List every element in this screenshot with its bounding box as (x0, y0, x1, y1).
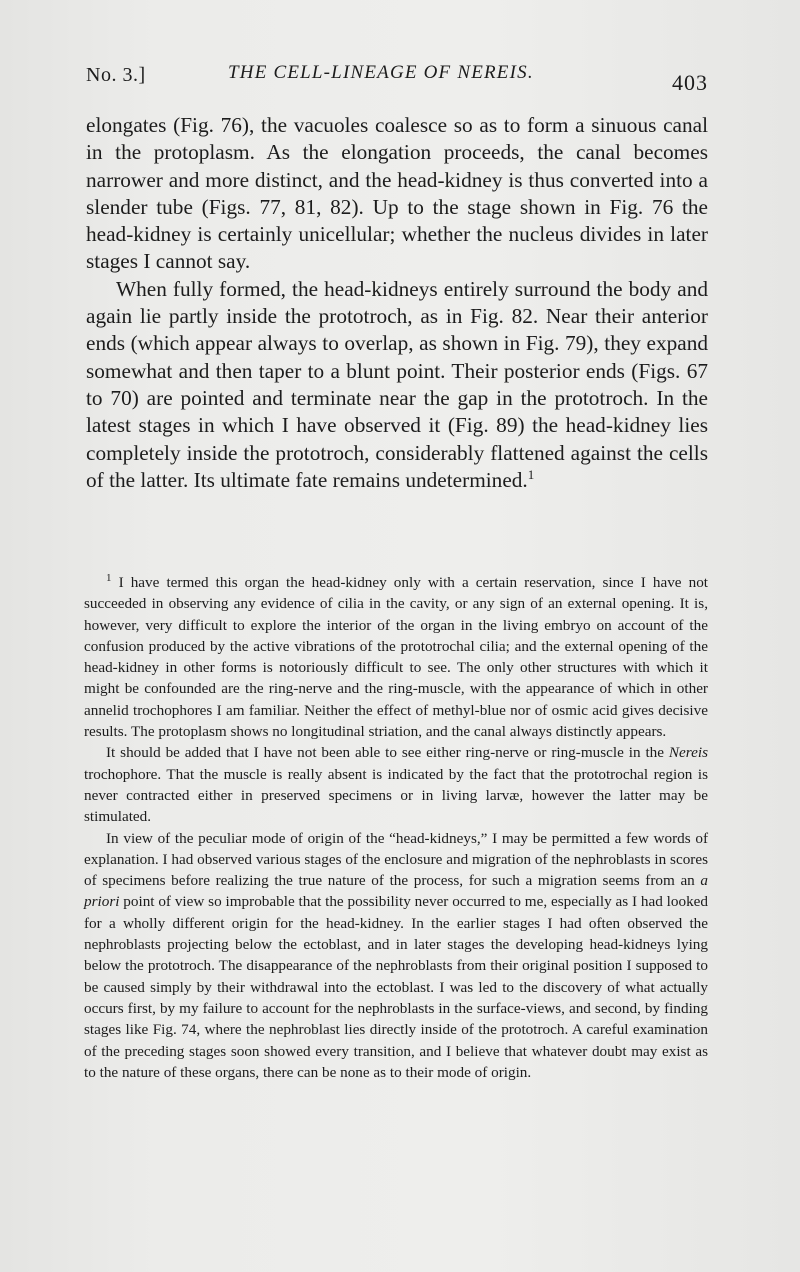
body-paragraph: elongates (Fig. 76), the vacuoles coalesce so as to form a sinuous canal in the protoplasm. As the elongation proceeds, the canal becomes narrower and more distinct, and the head-kidney is thus converted into a slender tube (Figs. 77, 81, 82). Up to the stage shown in Fig. 76 the head-kidney is certainly unicellular; whether the nucleus divides in later stages I cannot say. (86, 113, 708, 274)
body-paragraph: When fully formed, the head-kidneys entirely surround the body and again lie partly inside the prototroch, as in Fig. 82. Near their anterior ends (which appear always to overlap, as shown in Fig. 79), they expand somewhat and then taper to a blunt point. Their posterior ends (Figs. 67 to 70) are pointed and terminate near the gap in the prototroch. In the latest stages in which I have observed it (Fig. 89) the head-kidney lies completely inside the prototroch, considerably flattened against the cells of the latter. Its ultimate fate remains undetermined.$^1$ (86, 276, 708, 492)
running-title: THE CELL-LINEAGE OF NEREIS. (228, 62, 534, 83)
page-number: 403 (672, 70, 708, 95)
footnote-paragraph: $^1$ I have termed this organ the head-kidney only with a certain reservation, since I have not succeeded in observing any evidence of cilia in the cavity, or any sign of an external opening. It is, however, very difficult to explore the interior of the organ in the living embryo on account of the confusion produced by the active vibrations of the prototrochal cilia; and the external opening of the head-kidney in other forms is notoriously difficult to see. The only other structures with which it might be confounded are the ring-nerve and the ring-muscle, with the appearance of which in other annelid trochophores I am familiar. Neither the effect of methyl-blue nor of osmic acid gives decisive results. The protoplasm shows no longitudinal striation, and the canal always distinctly appears. (84, 572, 709, 741)
footnote (84, 572, 708, 1083)
genus-name: Nereis (668, 744, 708, 762)
issue-number: No. 3.] (86, 64, 146, 86)
footnote-paragraph: In view of the peculiar mode of origin of the “head-kidneys,” I may be permitted a few words of explanation. I had observed various stages of the enclosure and migration of the nephroblasts in scores of specimens before realizing the true nature of the process, for such a migration seems from an a priori point of view so improbable that the possibility never occurred to me, especially as I had looked for a wholly different origin for the head-kidney. In the earlier stages I had often observed the nephroblasts projecting below the ectoblast, and in later stages the developing head-kidneys lying below the prototroch. The disappearance of the nephroblasts from their original position I supposed to be caused simply by their withdrawal into the ectoblast. I was led to the discovery of what actually occurs first, by my failure to account for the nephroblasts in the surface-views, and second, by finding stages like Fig. 74, where the nephroblast lies directly inside of the prototroch. A careful examination of the preceding stages soon showed every transition, and I believe that whatever doubt may exist as to the nature of these organs, there can be none as to their mode of origin. (84, 829, 708, 1081)
footnote-paragraph: It should be added that I have not been able to see either ring-nerve or ring-muscle in the Nereis trochophore. That the muscle is really absent is indicated by the fact that the prototrochal region is never contracted either in preserved specimens or in living larvæ, however the latter may be stimulated. (84, 744, 708, 826)
footnote-reference: 1 (527, 466, 535, 482)
body-text (86, 112, 708, 494)
running-header (86, 58, 708, 98)
latin-phrase: a priori (84, 872, 708, 911)
footnote-marker: 1 (106, 572, 112, 584)
